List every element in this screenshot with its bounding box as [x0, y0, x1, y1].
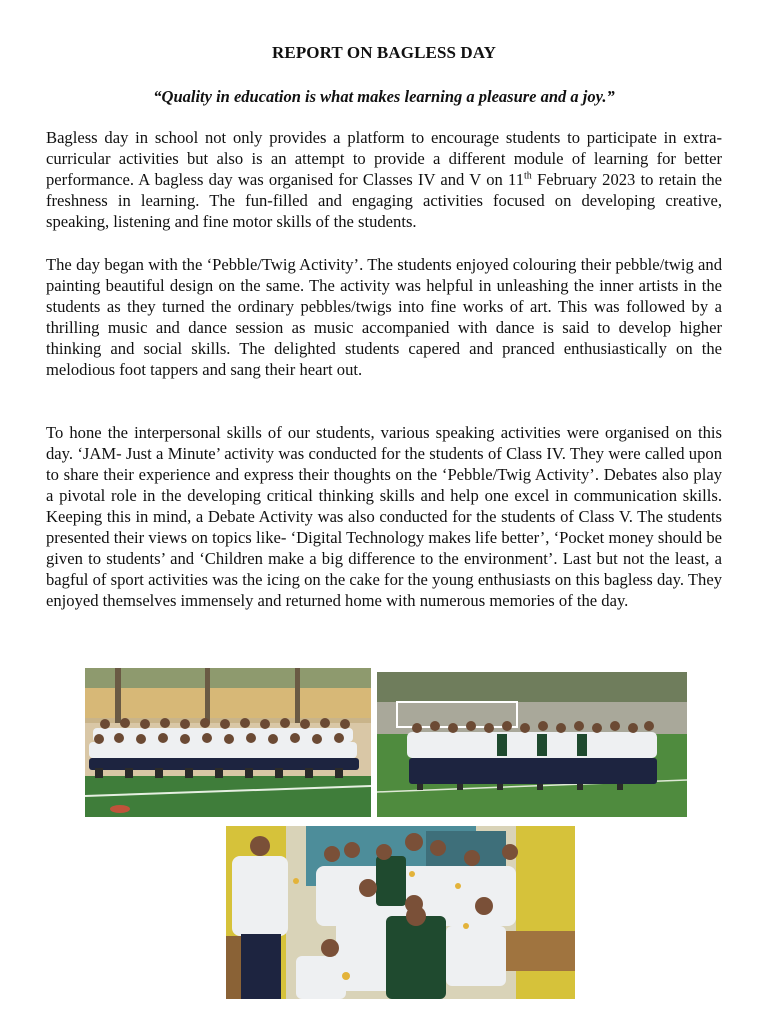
photo-students-on-steps [85, 668, 371, 817]
report-title: REPORT ON BAGLESS DAY [272, 43, 496, 62]
photo-students-classroom-image [226, 826, 575, 999]
paragraph-intro-text-cont: February 2023 to retain the freshness in learning. The fun-filled and engaging activities focused on developing creative, speaking, listening and fine motor skills of the students. [46, 170, 722, 231]
photo-students-classroom [226, 826, 575, 999]
paragraph-pebble-activity: The day began with the ‘Pebble/Twig Activity’. The students enjoyed colouring their pebble/twig and painting beautiful design on the same. The activity was helpful in unleashing the inner artists in the students as they turned the ordinary pebbles/twigs into fine works of art. This was followed by a thrilling music and dance session as music accompanied with dance is said to develop higher thinking and social skills. The delighted students capered and pranced enthusiastically on the melodious foot tappers and sang their heart out. [46, 255, 722, 379]
photo-students-on-field-image [377, 672, 687, 817]
paragraph-intro [46, 127, 722, 232]
ordinal-suffix: th [524, 170, 532, 182]
paragraph-intro-text: Bagless day in school not only provides a platform to encourage students to participate in extra-curricular activities but also is an attempt to provide a different module of learning for better performance. A bagless day was organised for Classes IV and V on 11 [46, 128, 722, 189]
photo-students-on-steps-image [85, 668, 371, 817]
report-quote: “Quality in education is what makes learning a pleasure and a joy.” [153, 87, 615, 106]
paragraph-speaking-activities: To hone the interpersonal skills of our students, various speaking activities were organised on this day. ‘JAM- Just a Minute’ activity was conducted for the students of Class IV. They were called upon to share their experience and express their thoughts on the ‘Pebble/Twig Activity’. Debates also play a pivotal role in the developing critical thinking skills and help one excel in communication skills. Keeping this in mind, a Debate Activity was also conducted for the students of Class V. The students presented their views on topics like- ‘Digital Technology makes life better’, ‘Pocket money should be given to students’ and ‘Children make a big difference to the environment’. Last but not the least, a bagful of sport activities was the icing on the cake for the young enthusiasts on this bagless day. They enjoyed themselves immensely and returned home with numerous memories of the day. [46, 423, 722, 610]
photo-students-on-field [377, 672, 687, 817]
